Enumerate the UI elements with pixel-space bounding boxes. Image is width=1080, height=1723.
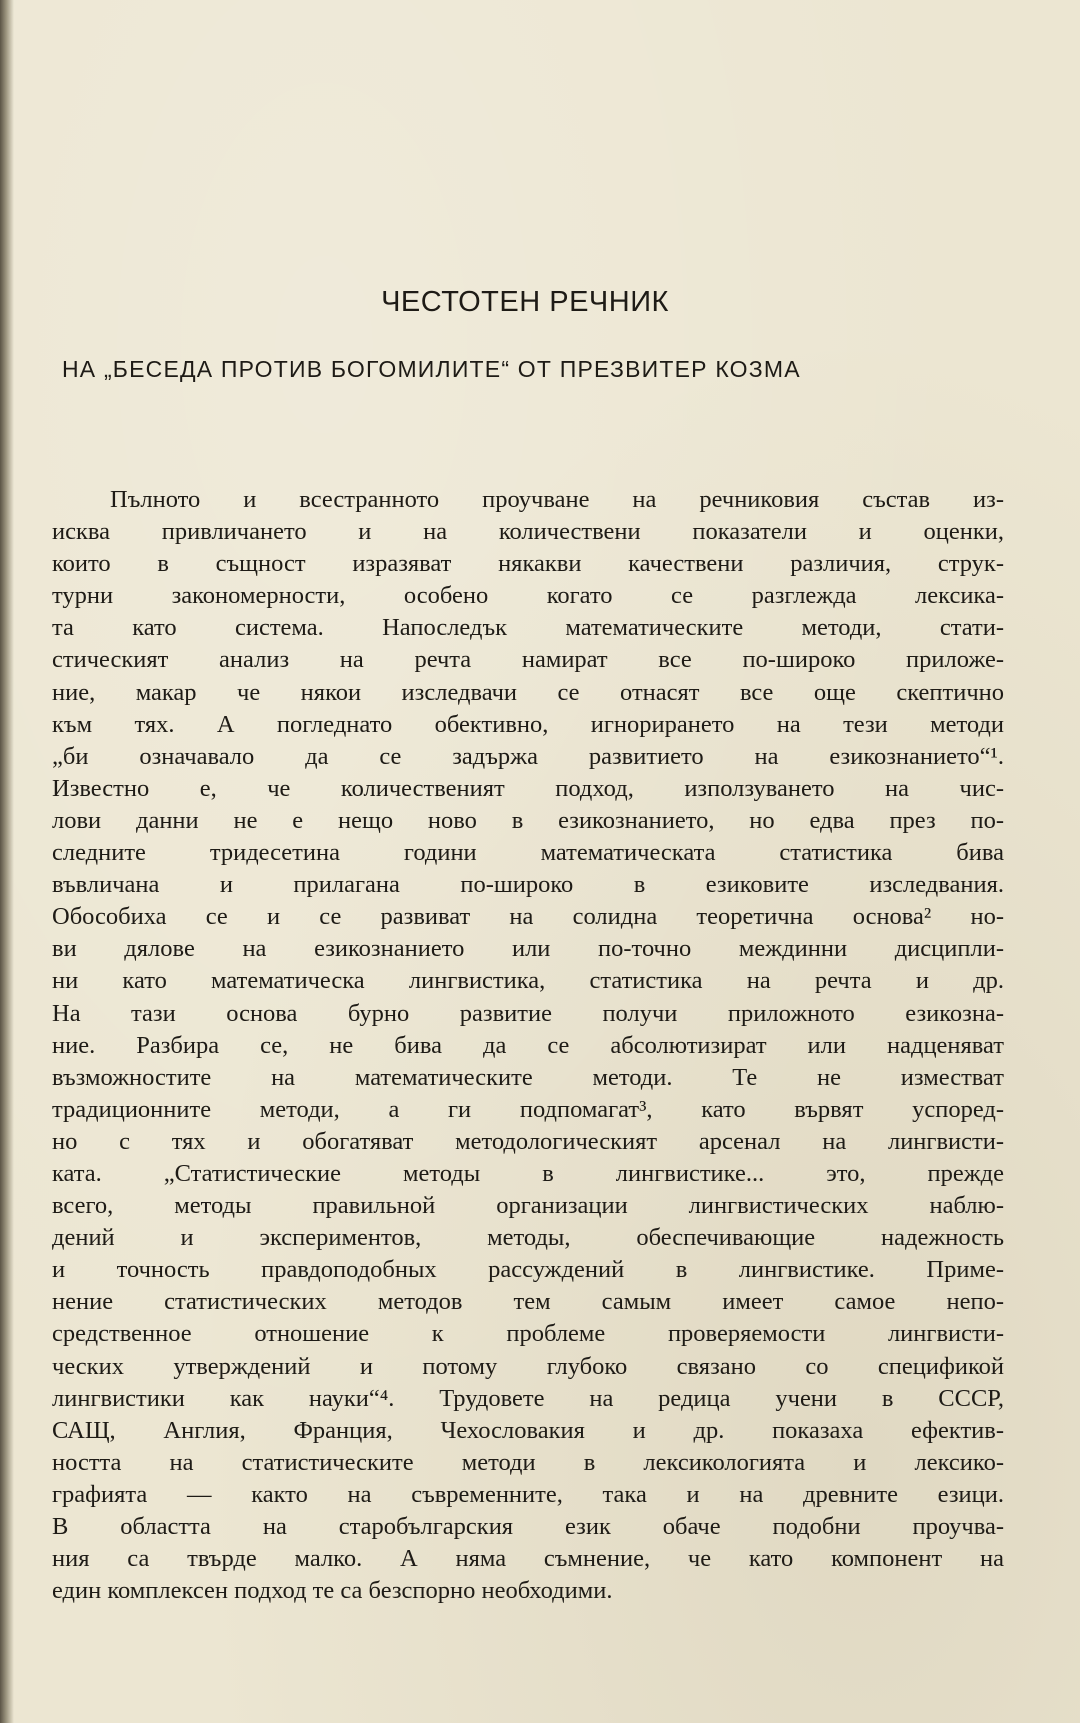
paragraph-line: На тази основа бурно развитие получи приложното езикозна- bbox=[52, 999, 1004, 1027]
paragraph-line: лови данни не е нещо ново в езикознанието, но едва през по- bbox=[52, 806, 1004, 834]
paragraph-line: Пълното и всестранното проучване на речниковия състав из- bbox=[110, 486, 1004, 513]
paragraph-line: САЩ, Англия, Франция, Чехословакия и др. показаха ефектив- bbox=[52, 1416, 1004, 1444]
paragraph-line: всего, методы правильной организации лингвистических наблю- bbox=[52, 1192, 1004, 1220]
paragraph-line: дений и экспериментов, методы, обеспечивающие надежность bbox=[52, 1224, 1004, 1252]
paragraph-line: въвличана и прилагана по-широко в езиковите изследвания. bbox=[52, 871, 1004, 899]
paragraph-line: и точность правдоподобных рассуждений в лингвистике. Приме- bbox=[52, 1256, 1004, 1284]
paragraph-line: исква привличането и на количествени показатели и оценки, bbox=[52, 518, 1004, 546]
page-title: ЧЕСТОТЕН РЕЧНИК bbox=[381, 286, 669, 318]
paragraph-line: лингвистики как науки“⁴. Трудовете на редица учени в СССР, bbox=[52, 1384, 1004, 1412]
paragraph-line: традиционните методи, а ги подпомагат³, като вървят успоред- bbox=[52, 1095, 1004, 1123]
page-subtitle: НА „БЕСЕДА ПРОТИВ БОГОМИЛИТЕ“ ОТ ПРЕЗВИТЕР КОЗМА bbox=[62, 356, 801, 382]
paragraph-line: ката. „Статистические методы в лингвистике... это, прежде bbox=[52, 1159, 1004, 1187]
paragraph-line: но с тях и обогатяват методологическият арсенал на лингвисти- bbox=[52, 1127, 1004, 1155]
body-paragraph bbox=[52, 484, 1004, 1607]
paragraph-line: та като система. Напоследък математическите методи, стати- bbox=[52, 614, 1004, 642]
paragraph-line: Обособиха се и се развиват на солидна теоретична основа² но- bbox=[52, 903, 1004, 931]
paragraph-line: ческих утверждений и потому глубоко связано со спецификой bbox=[52, 1352, 1004, 1380]
paragraph-line: стическият анализ на речта намират все по-широко приложе- bbox=[52, 646, 1004, 674]
paragraph-line: В областта на старобългарския език обаче подобни проучва- bbox=[52, 1513, 1004, 1540]
paragraph-line: които в същност изразяват някакви качествени различия, струк- bbox=[52, 550, 1004, 578]
paragraph-line: средственное отношение к проблеме проверяемости лингвисти- bbox=[52, 1320, 1004, 1348]
paragraph-line: ние. Разбира се, не бива да се абсолютизират или надценяват bbox=[52, 1031, 1004, 1059]
paragraph-line: ния са твърде малко. А няма съмнение, че като компонент на bbox=[52, 1545, 1004, 1573]
paragraph-line: ние, макар че някои изследвачи се отнасят все още скептично bbox=[52, 678, 1004, 706]
paragraph-line: ността на статистическите методи в лексикологията и лексико- bbox=[52, 1448, 1004, 1476]
paragraph-line: към тях. А погледнато обективно, игнорирането на тези методи bbox=[52, 710, 1004, 738]
paragraph-line: ни като математическа лингвистика, статистика на речта и др. bbox=[52, 967, 1004, 995]
paragraph-line: графията — както на съвременните, така и на древните езици. bbox=[52, 1480, 1004, 1508]
paragraph-line: възможностите на математическите методи. Те не изместват bbox=[52, 1063, 1004, 1091]
paragraph-line: турни закономерности, особено когато се разглежда лексика- bbox=[52, 582, 1004, 610]
paragraph-line: нение статистических методов тем самым имеет самое непо- bbox=[52, 1288, 1004, 1316]
paragraph-line: „би означавало да се задържа развитието на езикознанието“¹. bbox=[52, 742, 1004, 770]
paragraph-line: Известно е, че количественият подход, използуването на чис- bbox=[52, 774, 1004, 802]
paragraph-line: ви дялове на езикознанието или по-точно междинни дисципли- bbox=[52, 935, 1004, 963]
paragraph-line: следните тридесетина години математическата статистика бива bbox=[52, 839, 1004, 867]
paragraph-line: един комплексен подход те са безспорно необходими. bbox=[52, 1577, 613, 1605]
